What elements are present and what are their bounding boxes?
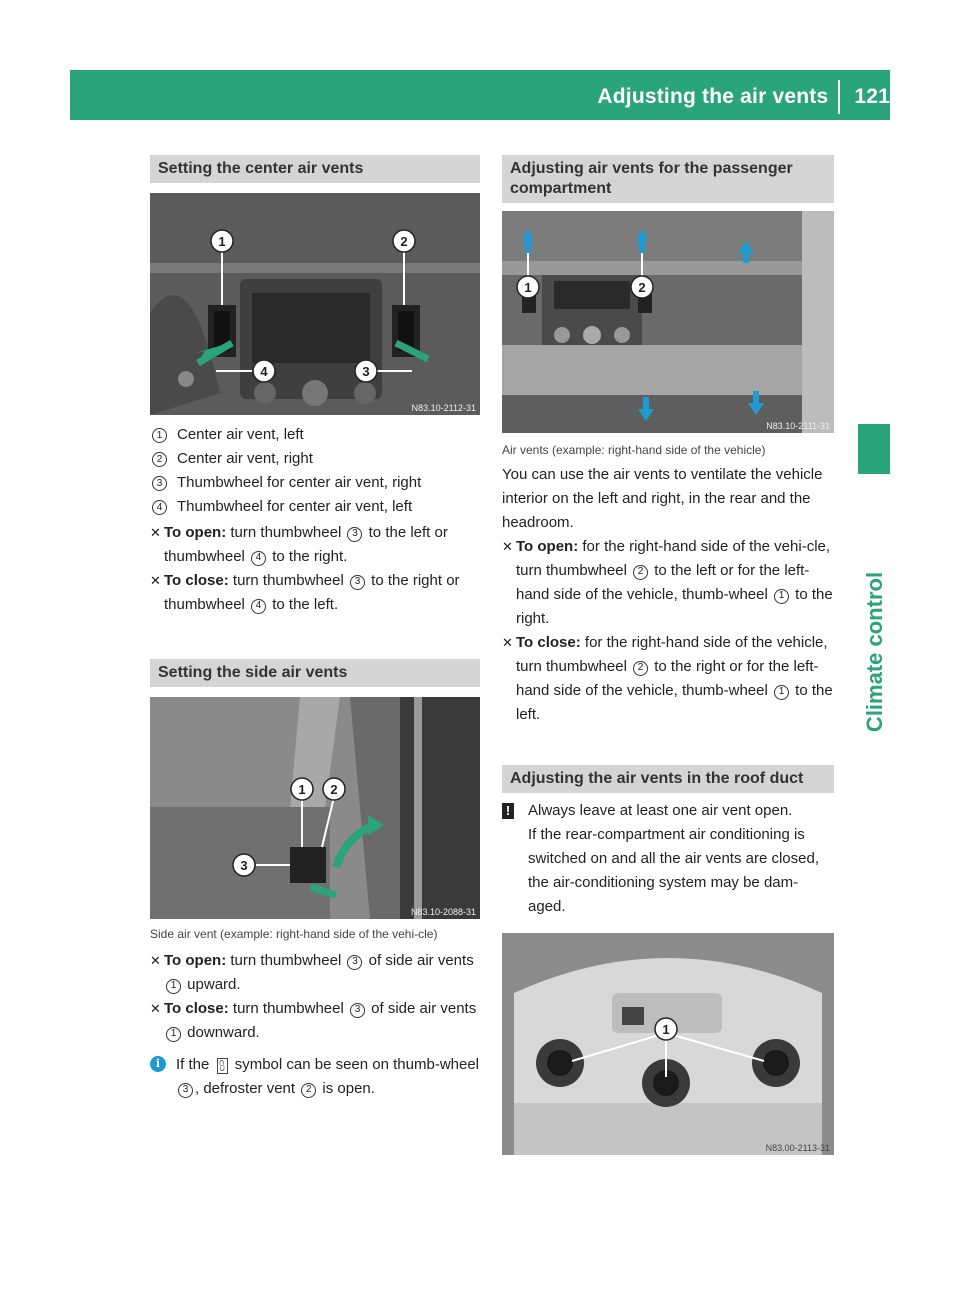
callout-number: 3 [152, 476, 167, 491]
header-title: Adjusting the air vents [597, 85, 829, 108]
svg-text:1: 1 [662, 1022, 670, 1037]
intro-paragraph: You can use the air vents to ventilate the vehicle interior on the left and right, in the rear and the headroom. [502, 466, 823, 531]
figure-side-vents [150, 697, 480, 919]
callout-number: 1 [774, 685, 789, 700]
callout-number: 2 [152, 452, 167, 467]
roof-duct-illustration [502, 933, 834, 1155]
svg-text:4: 4 [260, 364, 268, 379]
center-vents-legend [150, 423, 480, 519]
svg-text:2: 2 [400, 234, 408, 249]
svg-text:2: 2 [330, 782, 338, 797]
figure-code: N83.00-2113-31 [765, 1143, 830, 1153]
callout-number: 3 [347, 527, 362, 542]
legend-text: Thumbwheel for center air vent, right [177, 474, 422, 491]
warning-text [528, 799, 792, 823]
figure-roof-duct [502, 933, 834, 1155]
instruction-text: To open: turn thumbwheel 3 to the left or thumbwheel 4 to the right. [164, 524, 448, 565]
svg-text:1: 1 [298, 782, 306, 797]
callout-number: 4 [251, 551, 266, 566]
legend-text: Center air vent, right [177, 450, 313, 467]
page-header [597, 80, 890, 114]
callout-number: 4 [152, 500, 167, 515]
callout-number: 3 [350, 575, 365, 590]
callout-number: 1 [152, 428, 167, 443]
section-heading-roof-duct: Adjusting the air vents in the roof duct [502, 765, 834, 793]
callout-number: 2 [633, 565, 648, 580]
side-vents-illustration [150, 697, 480, 919]
legend-text: Thumbwheel for center air vent, left [177, 498, 413, 515]
info-text: If the ⩉ symbol can be seen on thumb-wheel 3 , defroster vent 2 is open. [176, 1056, 480, 1097]
left-column [150, 155, 480, 1101]
callout-number: 3 [350, 1003, 365, 1018]
figure-code: N83.10-2111-31 [766, 421, 830, 431]
svg-text:2: 2 [638, 280, 646, 295]
legend-text: Center air vent, left [177, 426, 304, 443]
callout-number: 2 [633, 661, 648, 676]
instruction-text: To close: turn thumbwheel 3 to the right or thumbwheel 4 to the left. [164, 572, 460, 613]
svg-text:1: 1 [218, 234, 226, 249]
figure-center-vents [150, 193, 480, 415]
chapter-tab-marker [858, 424, 890, 474]
legend-item [150, 471, 480, 495]
callout-number: 2 [301, 1083, 316, 1098]
figure-caption: Air vents (example: right-hand side of the vehicle) [502, 443, 766, 457]
instruction-close-side [150, 997, 480, 1045]
section-heading-passenger-vents: Adjusting air vents for the passenger compartment [502, 155, 834, 203]
center-vents-illustration [150, 193, 480, 415]
callout-number: 3 [347, 955, 362, 970]
warning-icon: ! [502, 803, 514, 819]
step-arrow-icon: ✕ [150, 525, 161, 540]
instruction-open-center [150, 521, 480, 569]
legend-item [150, 423, 480, 447]
instruction-text: To close: for the right-hand side of the vehicle, turn thumbwheel 2 to the right or for the left-hand side of the vehicle, thumb-wheel 1 to the left. [516, 634, 833, 723]
defroster-symbol-icon: ⩉ [217, 1058, 228, 1074]
info-note [150, 1053, 480, 1101]
instruction-text: To open: for the right-hand side of the vehi-cle, turn thumbwheel 2 to the left or for the left-hand side of the vehicle, thumb-wheel 1 to the right. [516, 538, 833, 627]
step-arrow-icon: ✕ [150, 573, 161, 588]
instruction-close-passenger [502, 631, 834, 727]
svg-text:1: 1 [524, 280, 532, 295]
warning-note [502, 799, 834, 823]
section-heading-side-vents: Setting the side air vents [150, 659, 480, 687]
figure-caption: Side air vent (example: right-hand side of the vehi-cle) [150, 927, 438, 941]
figure-passenger-vents [502, 211, 834, 433]
step-arrow-icon: ✕ [502, 539, 513, 554]
warning-detail: If the rear-compartment air conditioning is switched on and all the air vents are closed, the air-conditioning system may be dam-aged. [528, 826, 819, 915]
figure-code: N83.10-2088-31 [410, 907, 476, 917]
passenger-vents-illustration [502, 211, 834, 433]
chapter-tab-label: Climate control [862, 571, 887, 733]
right-column [502, 155, 834, 1155]
page-number: 121 [854, 85, 890, 108]
section-heading-center-vents: Setting the center air vents [150, 155, 480, 183]
info-icon: i [150, 1056, 166, 1072]
instruction-open-passenger [502, 535, 834, 631]
callout-number: 3 [178, 1083, 193, 1098]
instruction-close-center [150, 569, 480, 617]
svg-text:3: 3 [362, 364, 370, 379]
legend-item [150, 495, 480, 519]
step-arrow-icon: ✕ [150, 953, 161, 968]
svg-text:3: 3 [240, 858, 248, 873]
instruction-text: To close: turn thumbwheel 3 of side air vents 1 downward. [164, 1000, 477, 1041]
callout-number: 1 [774, 589, 789, 604]
figure-code: N83.10-2112-31 [411, 403, 476, 413]
instruction-open-side [150, 949, 480, 997]
legend-item [150, 447, 480, 471]
warning-line-1: Always leave at least one air vent open. [528, 802, 793, 819]
step-arrow-icon: ✕ [502, 635, 513, 650]
callout-number: 1 [166, 979, 181, 994]
callout-number: 1 [166, 1027, 181, 1042]
step-arrow-icon: ✕ [150, 1001, 161, 1016]
instruction-text: To open: turn thumbwheel 3 of side air vents 1 upward. [164, 952, 474, 993]
callout-number: 4 [251, 599, 266, 614]
header-divider [838, 80, 840, 114]
